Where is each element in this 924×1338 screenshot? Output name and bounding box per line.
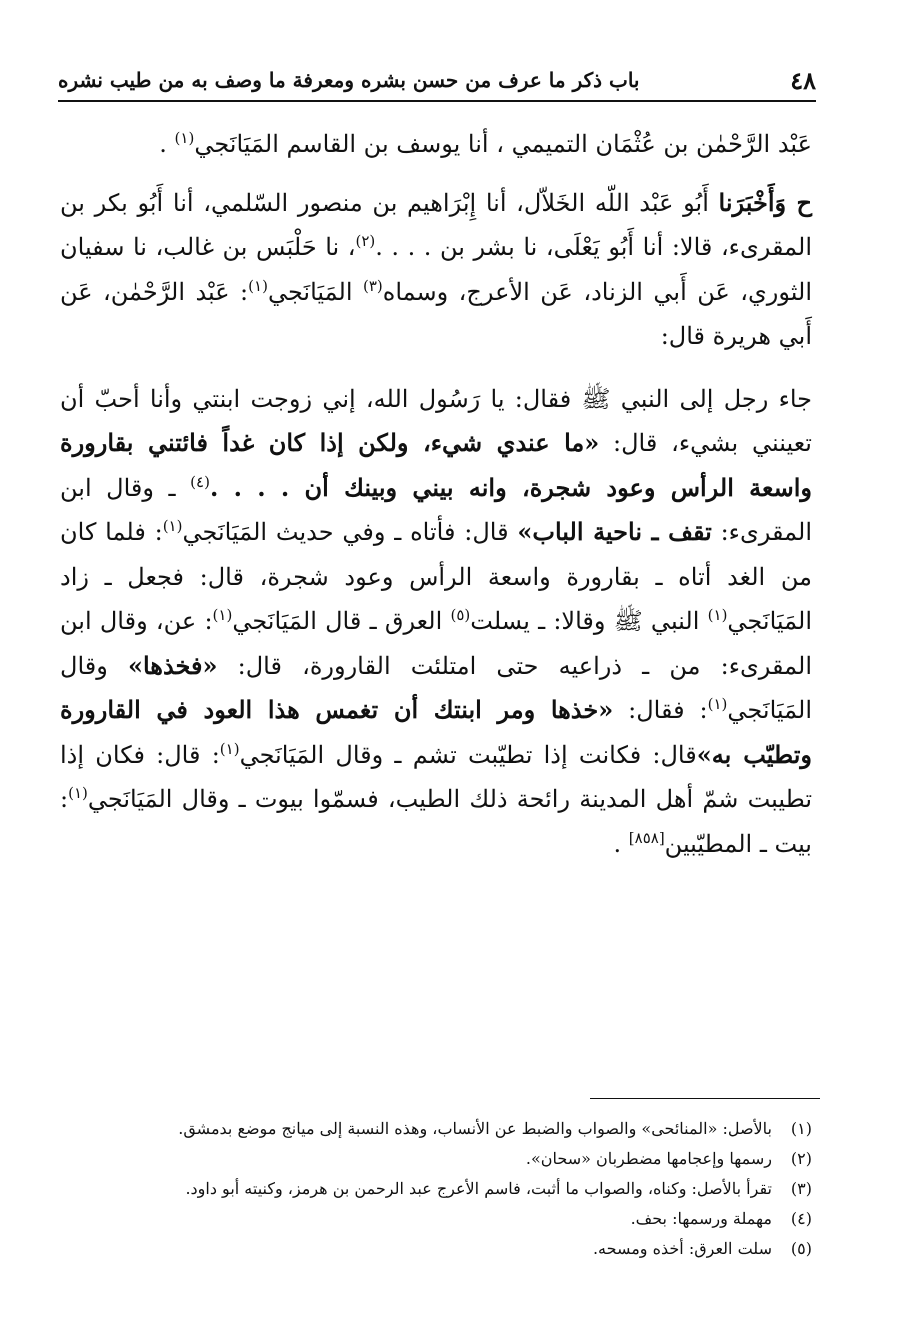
text-run: قال: فأتاه ـ وفي حديث المَيَانَجي [182,518,518,546]
footnote-text: تقرأ بالأصل: وكناه، والصواب ما أثبت، فاسم الأعرج عبد الرحمن بن هرمز، وكنيته أبو داود. [185,1179,772,1198]
text-run: النبي ﷺ وقالا: ـ يسلت [470,607,708,635]
footnote [58,1116,812,1142]
bold-text: «فخذها» [127,650,218,680]
footnote-ref: (١) [212,606,233,624]
footnote-ref: (١) [219,739,240,758]
chapter-title: باب ذكر ما عرف من حسن بشره ومعرفة ما وصف به من طيب نشره [58,68,640,92]
footnote-number: (٤) [790,1209,812,1228]
footnote-ref: (٢) [355,232,376,250]
bold-text: «ما عندي شيء، ولكن إذا كان غداً فائتني بقارورة واسعة الرأس وعود شجرة، وانه بيني وبينك أن . . . . [60,428,812,502]
text-run: العرق ـ قال المَيَانَجي [232,607,451,635]
text-run: : بيت ـ المطيّبين [60,785,812,858]
footnote-number: (١) [790,1119,812,1138]
footnote-number: (٢) [790,1149,812,1168]
footnote-divider [590,1098,820,1099]
text-run: أَبُو عَبْد اللّه الخَلاّل، أنا إِبْرَاهيم بن منصور السّلمي، أنا أَبُو بكر بن المقرىء، قالا: أنا أَبُو يَعْلَى، نا بشر بن . . . . [60,188,812,261]
footnote-number: (٥) [790,1239,812,1258]
footnote-ref: (١) [68,784,88,802]
text-run: ، نا حَلْبَس بن غالب، نا سفيان الثوري، عَن أَبي الزناد، عَن الأعرج، وسماه [60,233,813,306]
text-run: ـ وقال ابن المقرىء: [60,473,812,546]
footnote-ref: (١) [174,129,195,147]
footnote-ref: (٥) [450,606,471,624]
footnote-ref: (٣) [362,276,383,295]
text-run: وقال المَيَانَجي [60,651,812,724]
text-run: عَبْد الرَّحْمٰن بن عُثْمَان التميمي ، أنا يوسف بن القاسم المَيَانَجي [194,130,812,158]
footnote [58,1176,812,1202]
running-header [58,60,816,102]
bold-text: تقف ـ ناحية الباب» [517,517,712,546]
footnote-ref: (٤) [190,472,210,491]
bold-text: «خذها ومر ابنتك أن تغمس هذا العود في القارورة وتطيّب به» [60,695,812,769]
main-text [60,122,812,866]
hadith-number: [٨٥٨] [628,828,665,847]
paragraph-1 [60,122,812,167]
footnote [58,1236,812,1262]
footnotes [58,1116,812,1266]
page-number: ٤٨ [790,65,816,95]
text-run: : فلما كان من الغد أتاه ـ بقارورة واسعة الرأس وعود شجرة، قال: فجعل ـ زاد المَيَانَجي [60,518,813,635]
footnote-ref: (١) [707,606,728,624]
footnote-number: (٣) [790,1179,812,1198]
text-run: : عَبْد الرَّحْمٰن، عَن أَبي هريرة قال: [60,277,812,350]
footnote-text: بالأصل: «المنائحى» والصواب والضبط عن الأنساب، وهذه النسبة إلى ميانج موضع بدمشق. [178,1119,772,1138]
footnote-text: رسمها وإعجامها مضطربان «سحان». [525,1149,772,1168]
text-run: : قال: فكان إذا تطيبت شمّ أهل المدينة رائحة ذلك الطيب، فسمّوا بيوت ـ وقال المَيَانَجي [60,740,812,813]
text-run: المَيَانَجي [267,277,363,306]
footnote-ref: (١) [707,695,728,713]
text-run: . [159,130,175,158]
text-run: : فقال: [613,696,708,724]
footnote [58,1146,812,1172]
text-run: قال: فكانت إذا تطيّبت تشم ـ وقال المَيَانَجي [239,740,697,769]
paragraph-3 [60,377,812,867]
footnote-text: مهملة ورسمها: بحف. [630,1209,772,1228]
text-run: : عن، وقال ابن المقرىء: من ـ ذراعيه حتى امتلئت القارورة، قال: [60,607,813,680]
footnote-ref: (١) [248,276,268,295]
footnote [58,1206,812,1232]
paragraph-2 [60,181,812,359]
footnote-ref: (١) [162,517,183,535]
footnote-text: سلت العرق: أخذه ومسحه. [592,1239,772,1258]
bold-text: ح وَأَخْبَرَنا [718,187,813,217]
text-run: . [613,829,629,858]
text-run: جاء رجل إلى النبي ﷺ فقال: يا رَسُول الله، إني زوجت ابنتي وأنا أحبّ أن تعينني بشيء، قال: [60,384,812,457]
